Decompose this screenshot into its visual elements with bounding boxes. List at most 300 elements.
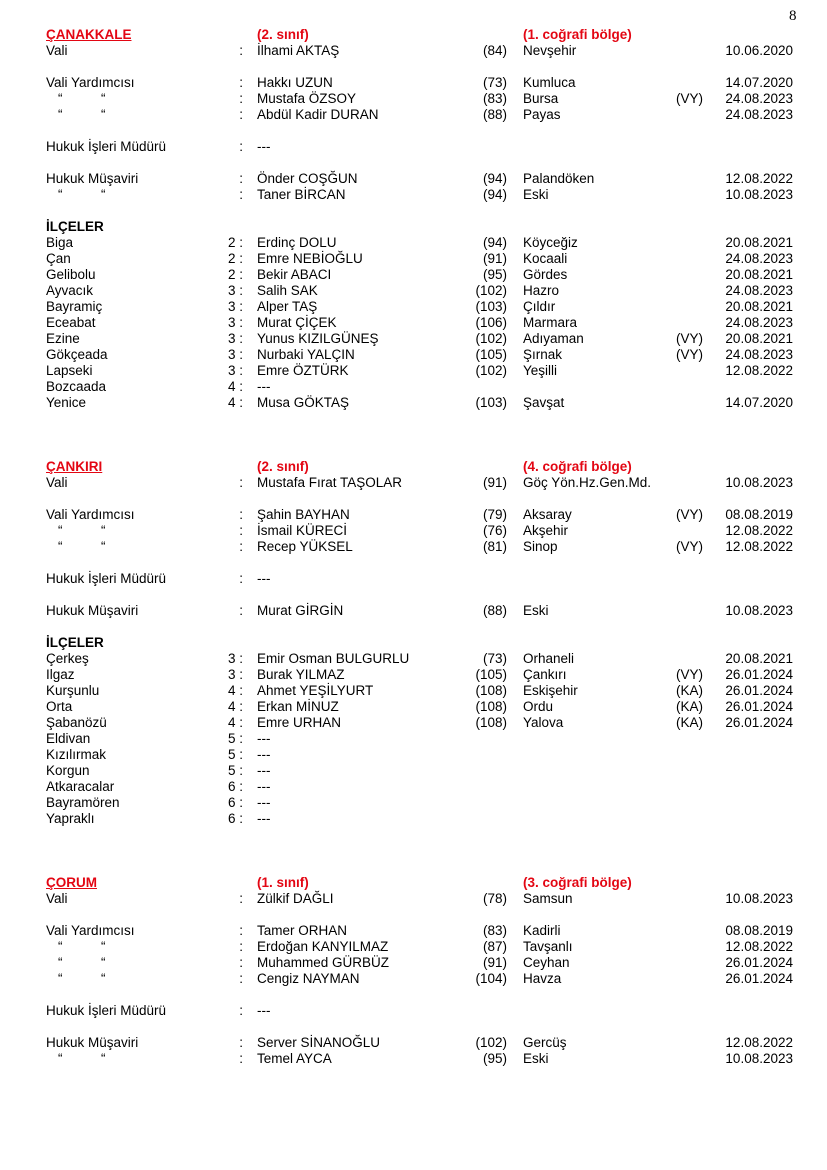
appointment-date: 26.01.2024 (725, 667, 793, 682)
colon: : (239, 507, 243, 522)
official-name: Hakkı UZUN (257, 75, 333, 90)
colon: : (239, 523, 243, 538)
ditto-mark: “ (101, 107, 106, 122)
registry-number: (79) (482, 507, 507, 522)
registry-number: (102) (475, 331, 507, 346)
registry-number: (91) (482, 955, 507, 970)
district-row (0, 811, 827, 827)
section-corum (0, 875, 827, 1067)
district-grade: 5 : (227, 747, 243, 762)
colon: : (239, 187, 243, 202)
previous-post: Marmara (523, 315, 578, 330)
appointment-date: 26.01.2024 (725, 955, 793, 970)
ditto-mark: “ (58, 971, 63, 986)
registry-number: (76) (482, 523, 507, 538)
official-name: Şahin BAYHAN (257, 507, 350, 522)
district-row (0, 747, 827, 763)
district-grade: 4 : (227, 699, 243, 714)
official-name: Erkan MİNUZ (257, 699, 339, 714)
districts-heading (0, 635, 827, 651)
district-grade: 4 : (227, 379, 243, 394)
previous-post: Aksaray (523, 507, 572, 522)
appointment-date: 20.08.2021 (725, 651, 793, 666)
official-name: Salih SAK (257, 283, 318, 298)
ditto-mark: “ (101, 1051, 106, 1066)
official-title: Hukuk Müşaviri (46, 1035, 139, 1050)
spacer (0, 1019, 827, 1035)
official-title: Vali Yardımcısı (46, 923, 135, 938)
previous-post: Nevşehir (523, 43, 577, 58)
district-grade: 2 : (227, 235, 243, 250)
official-row (0, 1035, 827, 1051)
district-grade: 3 : (227, 331, 243, 346)
official-name: --- (257, 795, 271, 810)
official-name: Cengiz NAYMAN (257, 971, 360, 986)
spacer (0, 619, 827, 635)
province-class: (2. sınıf) (257, 459, 309, 474)
colon: : (239, 939, 243, 954)
previous-post: Eski (523, 187, 549, 202)
official-name: İlhami AKTAŞ (257, 43, 340, 58)
appointment-date: 26.01.2024 (725, 715, 793, 730)
previous-post: Şavşat (523, 395, 565, 410)
colon: : (239, 1003, 243, 1018)
official-name: Murat GİRGİN (257, 603, 344, 618)
previous-post: Göç Yön.Hz.Gen.Md. (523, 475, 652, 490)
registry-number: (106) (475, 315, 507, 330)
district-row (0, 251, 827, 267)
previous-post: Yalova (523, 715, 564, 730)
appointment-date: 20.08.2021 (725, 235, 793, 250)
district-row (0, 795, 827, 811)
colon: : (239, 171, 243, 186)
registry-number: (105) (475, 667, 507, 682)
appointment-date: 24.08.2023 (725, 107, 793, 122)
registry-number: (108) (475, 699, 507, 714)
registry-number: (87) (482, 939, 507, 954)
status-tag: (VY) (676, 507, 703, 522)
registry-number: (95) (482, 267, 507, 282)
registry-number: (73) (482, 75, 507, 90)
previous-post: Hazro (523, 283, 560, 298)
spacer (0, 555, 827, 571)
district-name: Çan (46, 251, 71, 266)
district-name: Şabanözü (46, 715, 107, 730)
colon: : (239, 603, 243, 618)
registry-number: (94) (482, 171, 507, 186)
appointment-date: 24.08.2023 (725, 91, 793, 106)
appointment-date: 24.08.2023 (725, 347, 793, 362)
previous-post: Palandöken (523, 171, 595, 186)
official-title: Hukuk İşleri Müdürü (46, 1003, 167, 1018)
official-name: İsmail KÜRECİ (257, 523, 348, 538)
official-row (0, 91, 827, 107)
official-name: --- (257, 747, 271, 762)
official-title: Vali Yardımcısı (46, 507, 135, 522)
district-row (0, 347, 827, 363)
registry-number: (91) (482, 251, 507, 266)
official-name: Tamer ORHAN (257, 923, 348, 938)
province-class: (2. sınıf) (257, 27, 309, 42)
district-row (0, 283, 827, 299)
colon: : (239, 43, 243, 58)
district-grade: 3 : (227, 363, 243, 378)
appointment-date: 12.08.2022 (725, 523, 793, 538)
previous-post: Şırnak (523, 347, 563, 362)
ditto-mark: “ (58, 539, 63, 554)
appointment-date: 24.08.2023 (725, 315, 793, 330)
district-grade: 4 : (227, 715, 243, 730)
ditto-mark: “ (101, 523, 106, 538)
spacer (0, 155, 827, 171)
district-grade: 3 : (227, 347, 243, 362)
district-grade: 5 : (227, 763, 243, 778)
appointment-date: 12.08.2022 (725, 171, 793, 186)
official-title: Hukuk İşleri Müdürü (46, 139, 167, 154)
official-name: Musa GÖKTAŞ (257, 395, 350, 410)
official-row (0, 139, 827, 155)
official-title: Hukuk İşleri Müdürü (46, 571, 167, 586)
appointment-date: 10.08.2023 (725, 187, 793, 202)
official-name: Erdinç DOLU (257, 235, 337, 250)
registry-number: (103) (475, 299, 507, 314)
appointment-date: 14.07.2020 (725, 395, 793, 410)
status-tag: (VY) (676, 91, 703, 106)
official-name: Abdül Kadir DURAN (257, 107, 379, 122)
status-tag: (KA) (676, 683, 703, 698)
official-name: Zülkif DAĞLI (257, 891, 334, 906)
district-row (0, 651, 827, 667)
previous-post: Sinop (523, 539, 558, 554)
district-name: Gökçeada (46, 347, 108, 362)
district-name: Eceabat (46, 315, 96, 330)
official-name: Erdoğan KANYILMAZ (257, 939, 389, 954)
registry-number: (102) (475, 363, 507, 378)
appointment-date: 08.08.2019 (725, 923, 793, 938)
district-grade: 4 : (227, 395, 243, 410)
district-name: Bayramiç (46, 299, 103, 314)
official-name: Mustafa Fırat TAŞOLAR (257, 475, 403, 490)
district-grade: 5 : (227, 731, 243, 746)
registry-number: (78) (482, 891, 507, 906)
ditto-mark: “ (101, 539, 106, 554)
registry-number: (88) (482, 107, 507, 122)
previous-post: Eski (523, 1051, 549, 1066)
colon: : (239, 955, 243, 970)
province-name: ÇORUM (46, 875, 97, 890)
spacer (0, 587, 827, 603)
district-grade: 6 : (227, 811, 243, 826)
official-row (0, 507, 827, 523)
previous-post: Adıyaman (523, 331, 584, 346)
official-row (0, 571, 827, 587)
district-name: Bozcaada (46, 379, 107, 394)
official-row (0, 43, 827, 59)
registry-number: (94) (482, 235, 507, 250)
official-name: --- (257, 779, 271, 794)
district-name: Korgun (46, 763, 90, 778)
previous-post: Gercüş (523, 1035, 567, 1050)
previous-post: Gördes (523, 267, 568, 282)
colon: : (239, 107, 243, 122)
district-name: Yapraklı (46, 811, 95, 826)
spacer (0, 59, 827, 75)
district-name: Çerkeş (46, 651, 89, 666)
registry-number: (81) (482, 539, 507, 554)
official-name: --- (257, 139, 271, 154)
spacer (0, 203, 827, 219)
district-name: Ilgaz (46, 667, 75, 682)
official-row (0, 939, 827, 955)
official-title: Hukuk Müşaviri (46, 171, 139, 186)
colon: : (239, 1051, 243, 1066)
appointment-date: 12.08.2022 (725, 939, 793, 954)
districts-heading (0, 219, 827, 235)
official-title: Vali (46, 43, 68, 58)
appointment-date: 26.01.2024 (725, 699, 793, 714)
colon: : (239, 1035, 243, 1050)
district-name: Kurşunlu (46, 683, 100, 698)
previous-post: Bursa (523, 91, 559, 106)
colon: : (239, 971, 243, 986)
registry-number: (91) (482, 475, 507, 490)
official-row (0, 75, 827, 91)
colon: : (239, 475, 243, 490)
ditto-mark: “ (101, 971, 106, 986)
province-header (0, 875, 827, 891)
official-name: Önder COŞĞUN (257, 171, 358, 186)
official-name: Bekir ABACI (257, 267, 332, 282)
registry-number: (104) (475, 971, 507, 986)
registry-number: (83) (482, 91, 507, 106)
official-title: Hukuk Müşaviri (46, 603, 139, 618)
ditto-mark: “ (58, 523, 63, 538)
province-header (0, 459, 827, 475)
previous-post: Eski (523, 603, 549, 618)
district-grade: 2 : (227, 251, 243, 266)
official-title: Vali (46, 475, 68, 490)
official-name: Ahmet YEŞİLYURT (257, 683, 374, 698)
ditto-mark: “ (101, 187, 106, 202)
district-name: Biga (46, 235, 74, 250)
district-grade: 2 : (227, 267, 243, 282)
district-grade: 3 : (227, 299, 243, 314)
colon: : (239, 923, 243, 938)
appointment-date: 12.08.2022 (725, 539, 793, 554)
registry-number: (103) (475, 395, 507, 410)
official-name: Nurbaki YALÇIN (257, 347, 355, 362)
status-tag: (VY) (676, 667, 703, 682)
previous-post: Çıldır (523, 299, 556, 314)
registry-number: (94) (482, 187, 507, 202)
status-tag: (VY) (676, 331, 703, 346)
province-name: ÇANKIRI (46, 459, 103, 474)
appointment-date: 12.08.2022 (725, 1035, 793, 1050)
page-number: 8 (789, 8, 797, 24)
appointment-date: 20.08.2021 (725, 267, 793, 282)
ditto-mark: “ (101, 939, 106, 954)
district-name: Ayvacık (46, 283, 94, 298)
appointment-date: 20.08.2021 (725, 299, 793, 314)
district-row (0, 731, 827, 747)
ditto-mark: “ (58, 939, 63, 954)
official-title: Vali (46, 891, 68, 906)
previous-post: Kumluca (523, 75, 576, 90)
previous-post: Tavşanlı (523, 939, 573, 954)
appointment-date: 24.08.2023 (725, 283, 793, 298)
spacer (0, 907, 827, 923)
official-row (0, 603, 827, 619)
registry-number: (102) (475, 1035, 507, 1050)
appointment-date: 10.08.2023 (725, 475, 793, 490)
official-row (0, 187, 827, 203)
official-name: Recep YÜKSEL (257, 539, 353, 554)
registry-number: (102) (475, 283, 507, 298)
official-name: Alper TAŞ (257, 299, 318, 314)
district-row (0, 235, 827, 251)
district-name: Lapseki (46, 363, 93, 378)
previous-post: Samsun (523, 891, 573, 906)
previous-post: Havza (523, 971, 562, 986)
district-name: Orta (46, 699, 73, 714)
official-row (0, 171, 827, 187)
district-row (0, 331, 827, 347)
official-name: Emre NEBİOĞLU (257, 251, 363, 266)
district-name: Ezine (46, 331, 80, 346)
colon: : (239, 91, 243, 106)
district-row (0, 379, 827, 395)
appointment-date: 20.08.2021 (725, 331, 793, 346)
province-region: (1. coğrafi bölge) (523, 27, 632, 42)
spacer (0, 491, 827, 507)
official-name: --- (257, 731, 271, 746)
district-row (0, 395, 827, 411)
districts-label: İLÇELER (46, 219, 104, 234)
appointment-date: 14.07.2020 (725, 75, 793, 90)
spacer (0, 123, 827, 139)
official-row (0, 1051, 827, 1067)
previous-post: Yeşilli (523, 363, 558, 378)
official-name: Murat ÇİÇEK (257, 315, 337, 330)
previous-post: Orhaneli (523, 651, 575, 666)
official-row (0, 107, 827, 123)
appointment-date: 10.08.2023 (725, 1051, 793, 1066)
previous-post: Köyceğiz (523, 235, 578, 250)
ditto-mark: “ (101, 91, 106, 106)
district-row (0, 763, 827, 779)
official-name: --- (257, 379, 271, 394)
appointment-date: 08.08.2019 (725, 507, 793, 522)
official-title: Vali Yardımcısı (46, 75, 135, 90)
district-name: Eldivan (46, 731, 91, 746)
official-name: Server SİNANOĞLU (257, 1035, 381, 1050)
official-name: --- (257, 1003, 271, 1018)
section-cankiri (0, 459, 827, 827)
province-region: (3. coğrafi bölge) (523, 875, 632, 890)
status-tag: (VY) (676, 347, 703, 362)
district-row (0, 779, 827, 795)
district-grade: 3 : (227, 283, 243, 298)
official-name: --- (257, 763, 271, 778)
district-grade: 3 : (227, 315, 243, 330)
district-name: Atkaracalar (46, 779, 115, 794)
districts-label: İLÇELER (46, 635, 104, 650)
official-name: Temel AYCA (257, 1051, 332, 1066)
district-name: Yenice (46, 395, 87, 410)
previous-post: Payas (523, 107, 561, 122)
previous-post: Çankırı (523, 667, 567, 682)
official-row (0, 539, 827, 555)
district-row (0, 267, 827, 283)
previous-post: Kadirli (523, 923, 561, 938)
district-grade: 4 : (227, 683, 243, 698)
colon: : (239, 139, 243, 154)
ditto-mark: “ (58, 91, 63, 106)
section-canakkale (0, 27, 827, 411)
official-row (0, 475, 827, 491)
official-name: Burak YILMAZ (257, 667, 345, 682)
official-name: Yunus KIZILGÜNEŞ (257, 331, 379, 346)
official-row (0, 955, 827, 971)
district-name: Bayramören (46, 795, 120, 810)
previous-post: Kocaali (523, 251, 568, 266)
registry-number: (105) (475, 347, 507, 362)
registry-number: (88) (482, 603, 507, 618)
appointment-date: 26.01.2024 (725, 971, 793, 986)
province-name: ÇANAKKALE (46, 27, 132, 42)
previous-post: Ordu (523, 699, 554, 714)
status-tag: (VY) (676, 539, 703, 554)
district-row (0, 699, 827, 715)
district-row (0, 683, 827, 699)
district-row (0, 667, 827, 683)
colon: : (239, 75, 243, 90)
previous-post: Ceyhan (523, 955, 570, 970)
colon: : (239, 891, 243, 906)
district-name: Gelibolu (46, 267, 96, 282)
official-row (0, 891, 827, 907)
official-name: Emre ÖZTÜRK (257, 363, 349, 378)
ditto-mark: “ (58, 1051, 63, 1066)
spacer (0, 987, 827, 1003)
district-grade: 3 : (227, 667, 243, 682)
ditto-mark: “ (101, 955, 106, 970)
province-class: (1. sınıf) (257, 875, 309, 890)
ditto-mark: “ (58, 955, 63, 970)
official-row (0, 1003, 827, 1019)
province-header (0, 27, 827, 43)
registry-number: (108) (475, 715, 507, 730)
registry-number: (95) (482, 1051, 507, 1066)
colon: : (239, 571, 243, 586)
appointment-date: 10.08.2023 (725, 603, 793, 618)
status-tag: (KA) (676, 715, 703, 730)
district-row (0, 363, 827, 379)
appointment-date: 10.06.2020 (725, 43, 793, 58)
official-name: Mustafa ÖZSOY (257, 91, 357, 106)
appointment-date: 26.01.2024 (725, 683, 793, 698)
ditto-mark: “ (58, 107, 63, 122)
official-name: Emir Osman BULGURLU (257, 651, 410, 666)
appointment-date: 24.08.2023 (725, 251, 793, 266)
district-name: Kızılırmak (46, 747, 107, 762)
registry-number: (83) (482, 923, 507, 938)
district-row (0, 315, 827, 331)
registry-number: (108) (475, 683, 507, 698)
status-tag: (KA) (676, 699, 703, 714)
district-row (0, 299, 827, 315)
official-name: --- (257, 811, 271, 826)
